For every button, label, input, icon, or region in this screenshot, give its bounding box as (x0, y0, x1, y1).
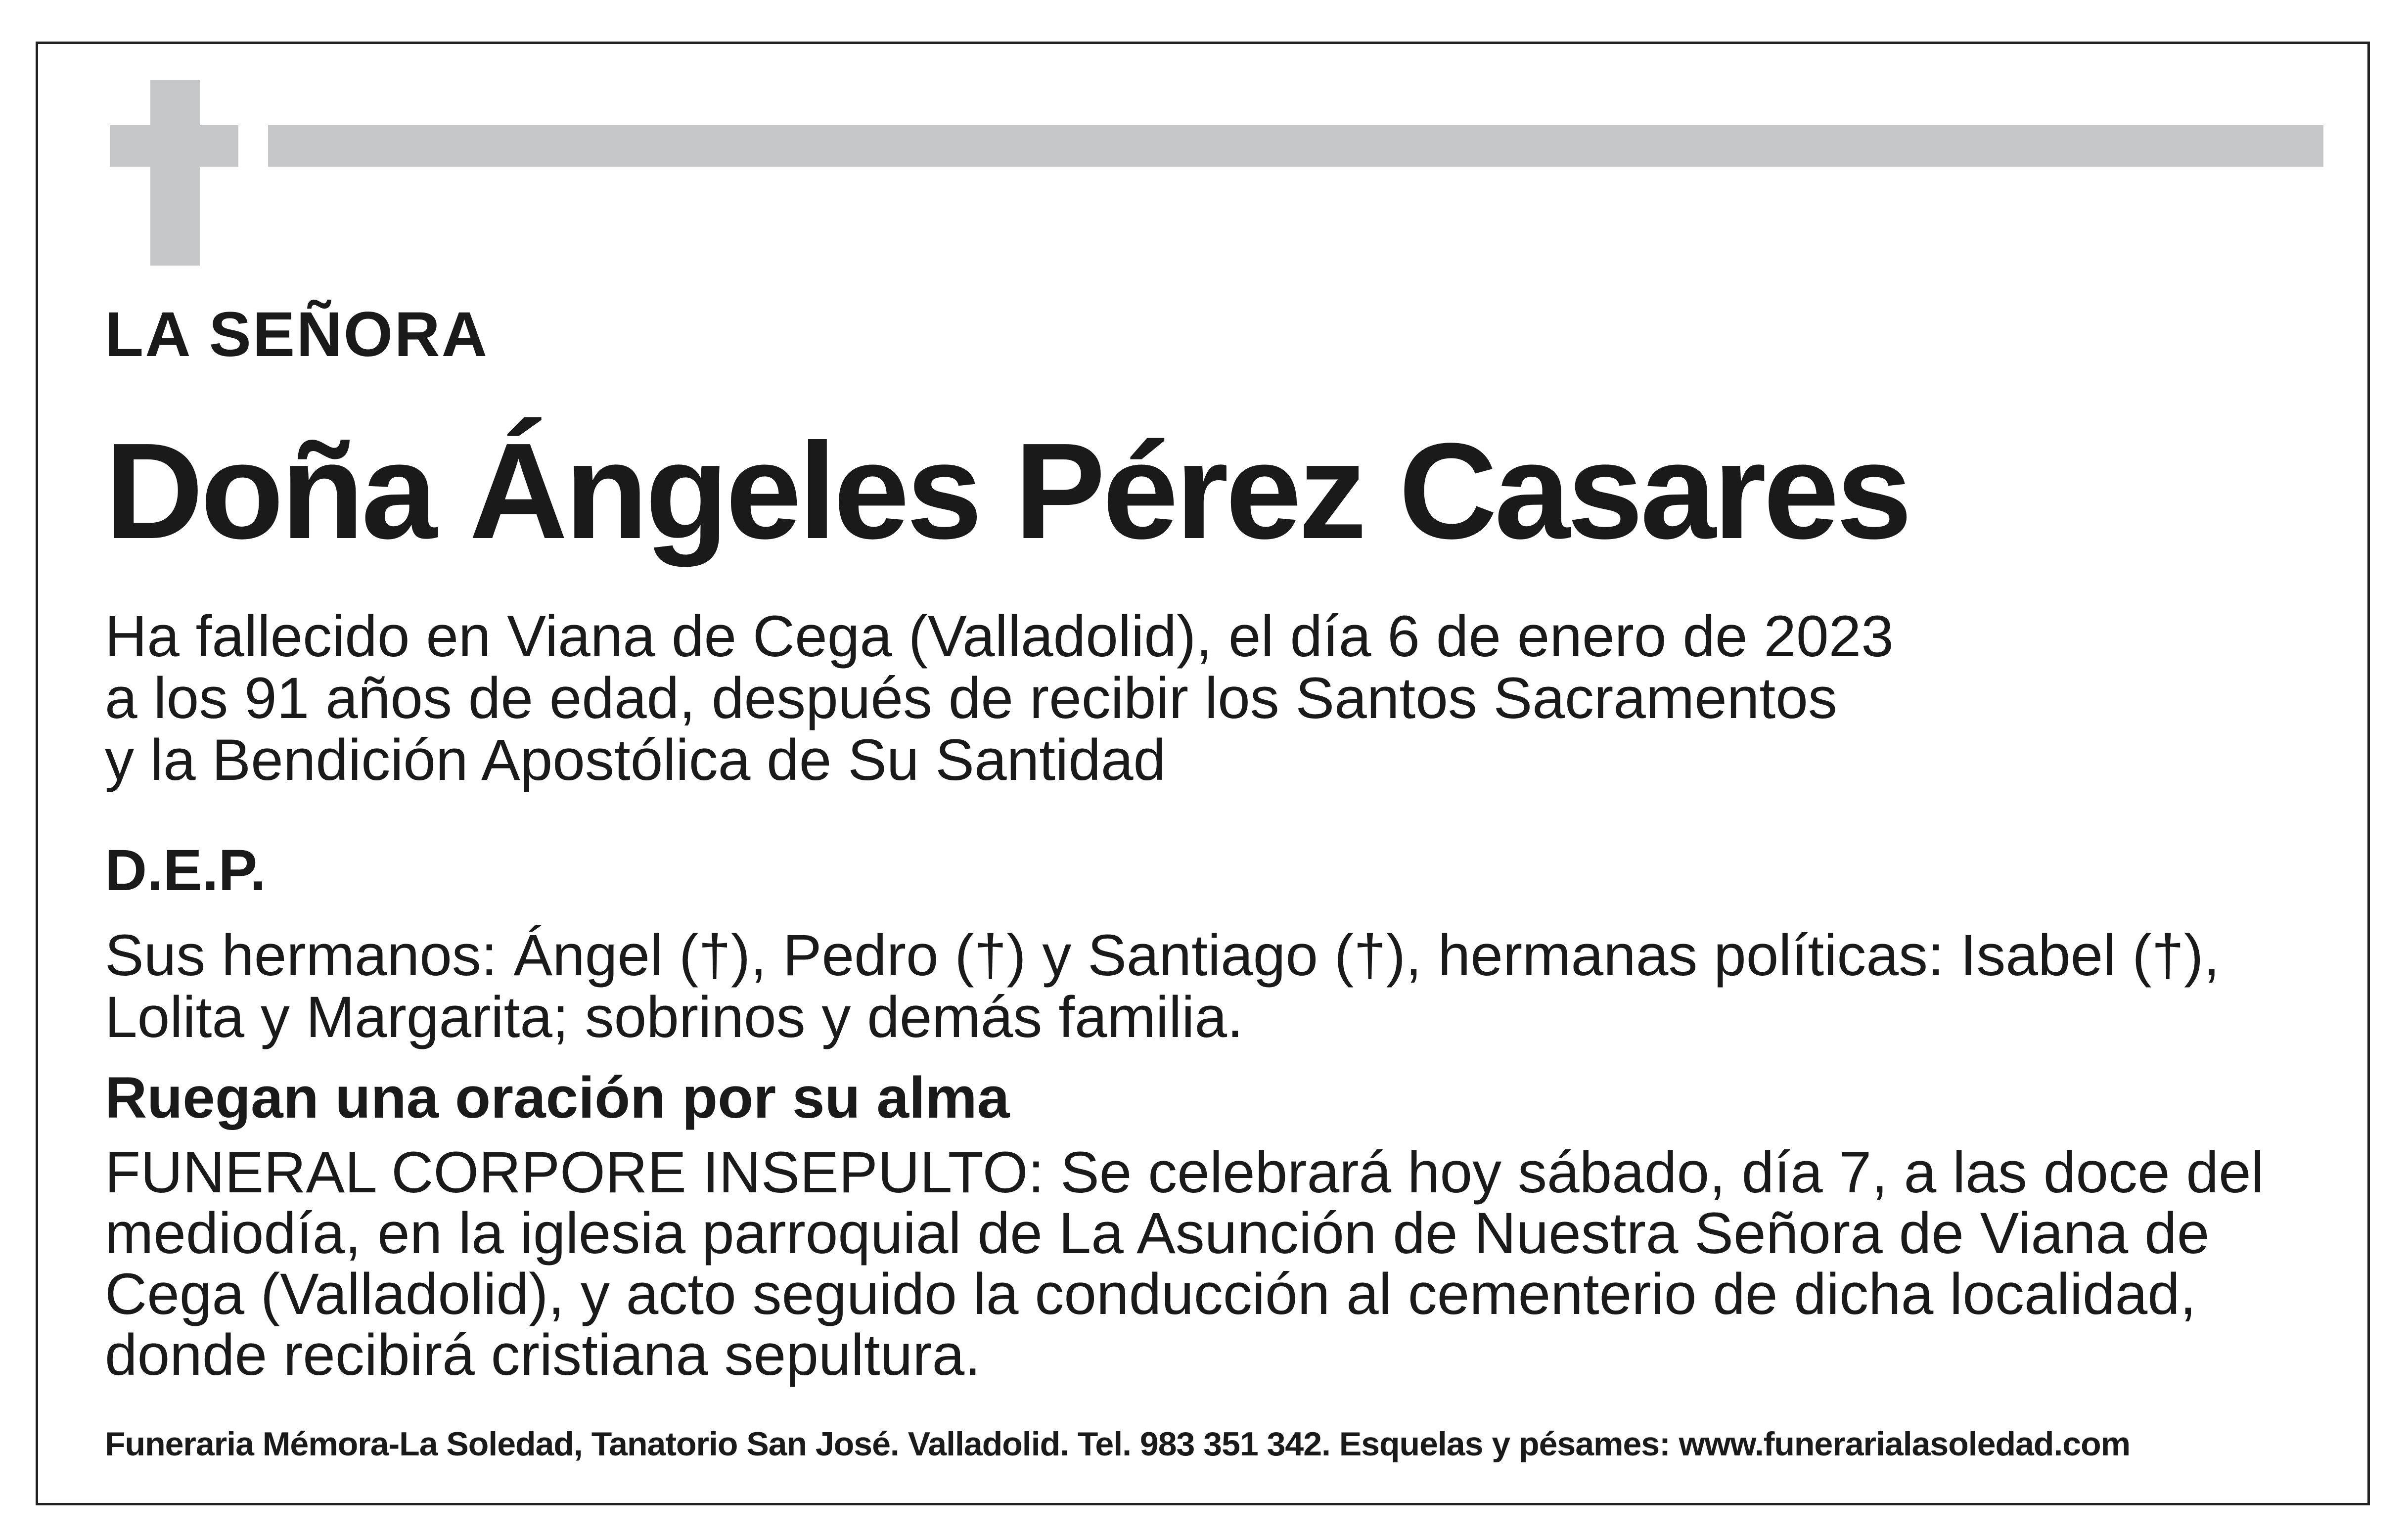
deceased-name: Doña Ángeles Pérez Casares (105, 415, 1909, 567)
family-line: Lolita y Margarita; sobrinos y demás familia. (105, 985, 1243, 1050)
announcement-line: Ha fallecido en Viana de Cega (Valladolid), el día 6 de enero de 2023 (105, 604, 1894, 669)
family-line: Sus hermanos: Ángel (†), Pedro (†) y Santiago (†), hermanas políticas: Isabel (†), (105, 923, 2220, 988)
prayer-request: Ruegan una oración por su alma (105, 1065, 1010, 1131)
rest-in-peace: D.E.P. (105, 838, 266, 903)
funeral-line: FUNERAL CORPORE INSEPULTO: Se celebrará hoy sábado, día 7, a las doce del (105, 1140, 2264, 1205)
funeral-details (105, 1142, 2264, 1386)
honorific: LA SEÑORA (105, 299, 489, 370)
death-announcement (105, 606, 1894, 791)
cross-horizontal-bar (110, 125, 238, 167)
funeral-line: donde recibirá cristiana sepultura. (105, 1322, 981, 1388)
funeral-line: Cega (Valladolid), y acto seguido la conducción al cementerio de dicha localidad, (105, 1262, 2196, 1327)
funeral-home-footer: Funeraria Mémora-La Soledad, Tanatorio San José. Valladolid. Tel. 983 351 342. Esquelas y pésames: www.funerarialasoledad.com (105, 1425, 2131, 1463)
funeral-line: mediodía, en la iglesia parroquial de La Asunción de Nuestra Señora de Viana de (105, 1201, 2210, 1266)
header-divider-bar (268, 125, 2323, 167)
family-list (105, 925, 2220, 1048)
announcement-line: a los 91 años de edad, después de recibir los Santos Sacramentos (105, 666, 1837, 731)
announcement-line: y la Bendición Apostólica de Su Santidad (105, 727, 1166, 793)
cross-vertical-bar (150, 80, 200, 266)
